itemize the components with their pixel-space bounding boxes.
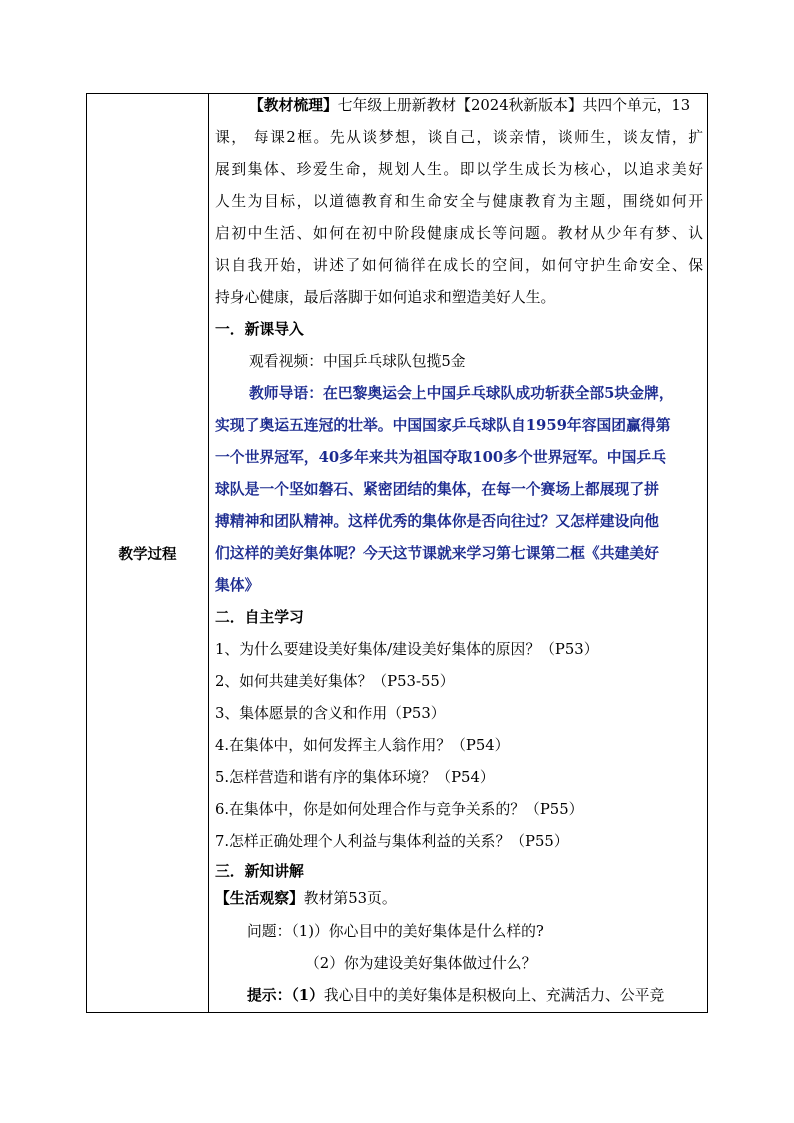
lesson-table <box>86 93 708 1013</box>
section-heading-1: 一．新课导入 <box>215 321 304 338</box>
guide-line-1: 教师导语：在巴黎奥运会上中国乒乓球队成功斩获全部5块金牌， <box>249 385 674 402</box>
study-item-6: 6.在集体中，你是如何处理合作与竞争关系的？（P55） <box>215 801 584 818</box>
guide-line-6: 们这样的美好集体呢？今天这节课就来学习第七课第二框《共建美好 <box>215 545 659 562</box>
section-heading-3: 三．新知讲解 <box>215 863 304 880</box>
observation-tag: 【生活观察】 <box>215 890 304 907</box>
guide-line-7: 集体》 <box>215 577 260 594</box>
video-note: 观看视频：中国乒乓球队包揽5金 <box>249 353 466 370</box>
study-item-7: 7.怎样正确处理个人利益与集体利益的关系？（P55） <box>215 833 569 850</box>
intro-line-6: 识自我开始，讲述了如何徜徉在成长的空间，如何守护生命安全、保 <box>215 257 703 274</box>
intro-line-4: 人生为目标，以道德教育和生命安全与健康教育为主题，围绕如何开 <box>215 193 703 210</box>
study-item-5: 5.怎样营造和谐有序的集体环境？（P54） <box>215 769 495 786</box>
row-label: 教学过程 <box>118 545 177 563</box>
study-item-1: 1、为什么要建设美好集体/建设美好集体的原因？（P53） <box>215 641 599 658</box>
question-2: （2）你为建设美好集体做过什么？ <box>305 955 537 972</box>
intro-tag: 【教材梳理】 <box>249 97 338 114</box>
observation-line: 【生活观察】教材第53页。 <box>215 890 397 907</box>
intro-line-3: 展到集体、珍爱生命，规划人生。即以学生成长为核心，以追求美好 <box>215 161 703 178</box>
question-1: 问题：（1)）你心目中的美好集体是什么样的? <box>247 923 544 940</box>
column-divider <box>208 94 209 1012</box>
guide-line-2: 实现了奥运五连冠的壮举。中国国家乒乓球队自1959年容国团赢得第 <box>215 417 671 434</box>
section-heading-2: 二．自主学习 <box>215 609 304 626</box>
study-item-3: 3、集体愿景的含义和作用（P53） <box>215 705 446 722</box>
intro-line-1: 【教材梳理】七年级上册新教材【2024秋新版本】共四个单元，13 <box>249 97 691 114</box>
intro-line-5: 启初中生活、如何在初中阶段健康成长等问题。教材从少年有梦、认 <box>215 225 703 242</box>
intro-line-2: 课， 每课2框。先从谈梦想，谈自己，谈亲情，谈师生，谈友情，扩 <box>215 129 703 146</box>
study-item-4: 4.在集体中，如何发挥主人翁作用？（P54） <box>215 737 510 754</box>
guide-line-3: 一个世界冠军，40多年来共为祖国夺取100多个世界冠军。中国乒乓 <box>215 449 666 466</box>
guide-line-4: 球队是一个坚如磐石、紧密团结的集体，在每一个赛场上都展现了拼 <box>215 481 659 498</box>
guide-line-5: 搏精神和团队精神。这样优秀的集体你是否向往过？又怎样建设向他 <box>215 513 659 530</box>
study-item-2: 2、如何共建美好集体？（P53-55） <box>215 673 455 690</box>
hint-line: 提示：（1）我心目中的美好集体是积极向上、充满活力、公平竞 <box>247 987 665 1004</box>
intro-line-7: 持身心健康，最后落脚于如何追求和塑造美好人生。 <box>215 289 556 306</box>
hint-label: 提示： <box>247 987 292 1004</box>
